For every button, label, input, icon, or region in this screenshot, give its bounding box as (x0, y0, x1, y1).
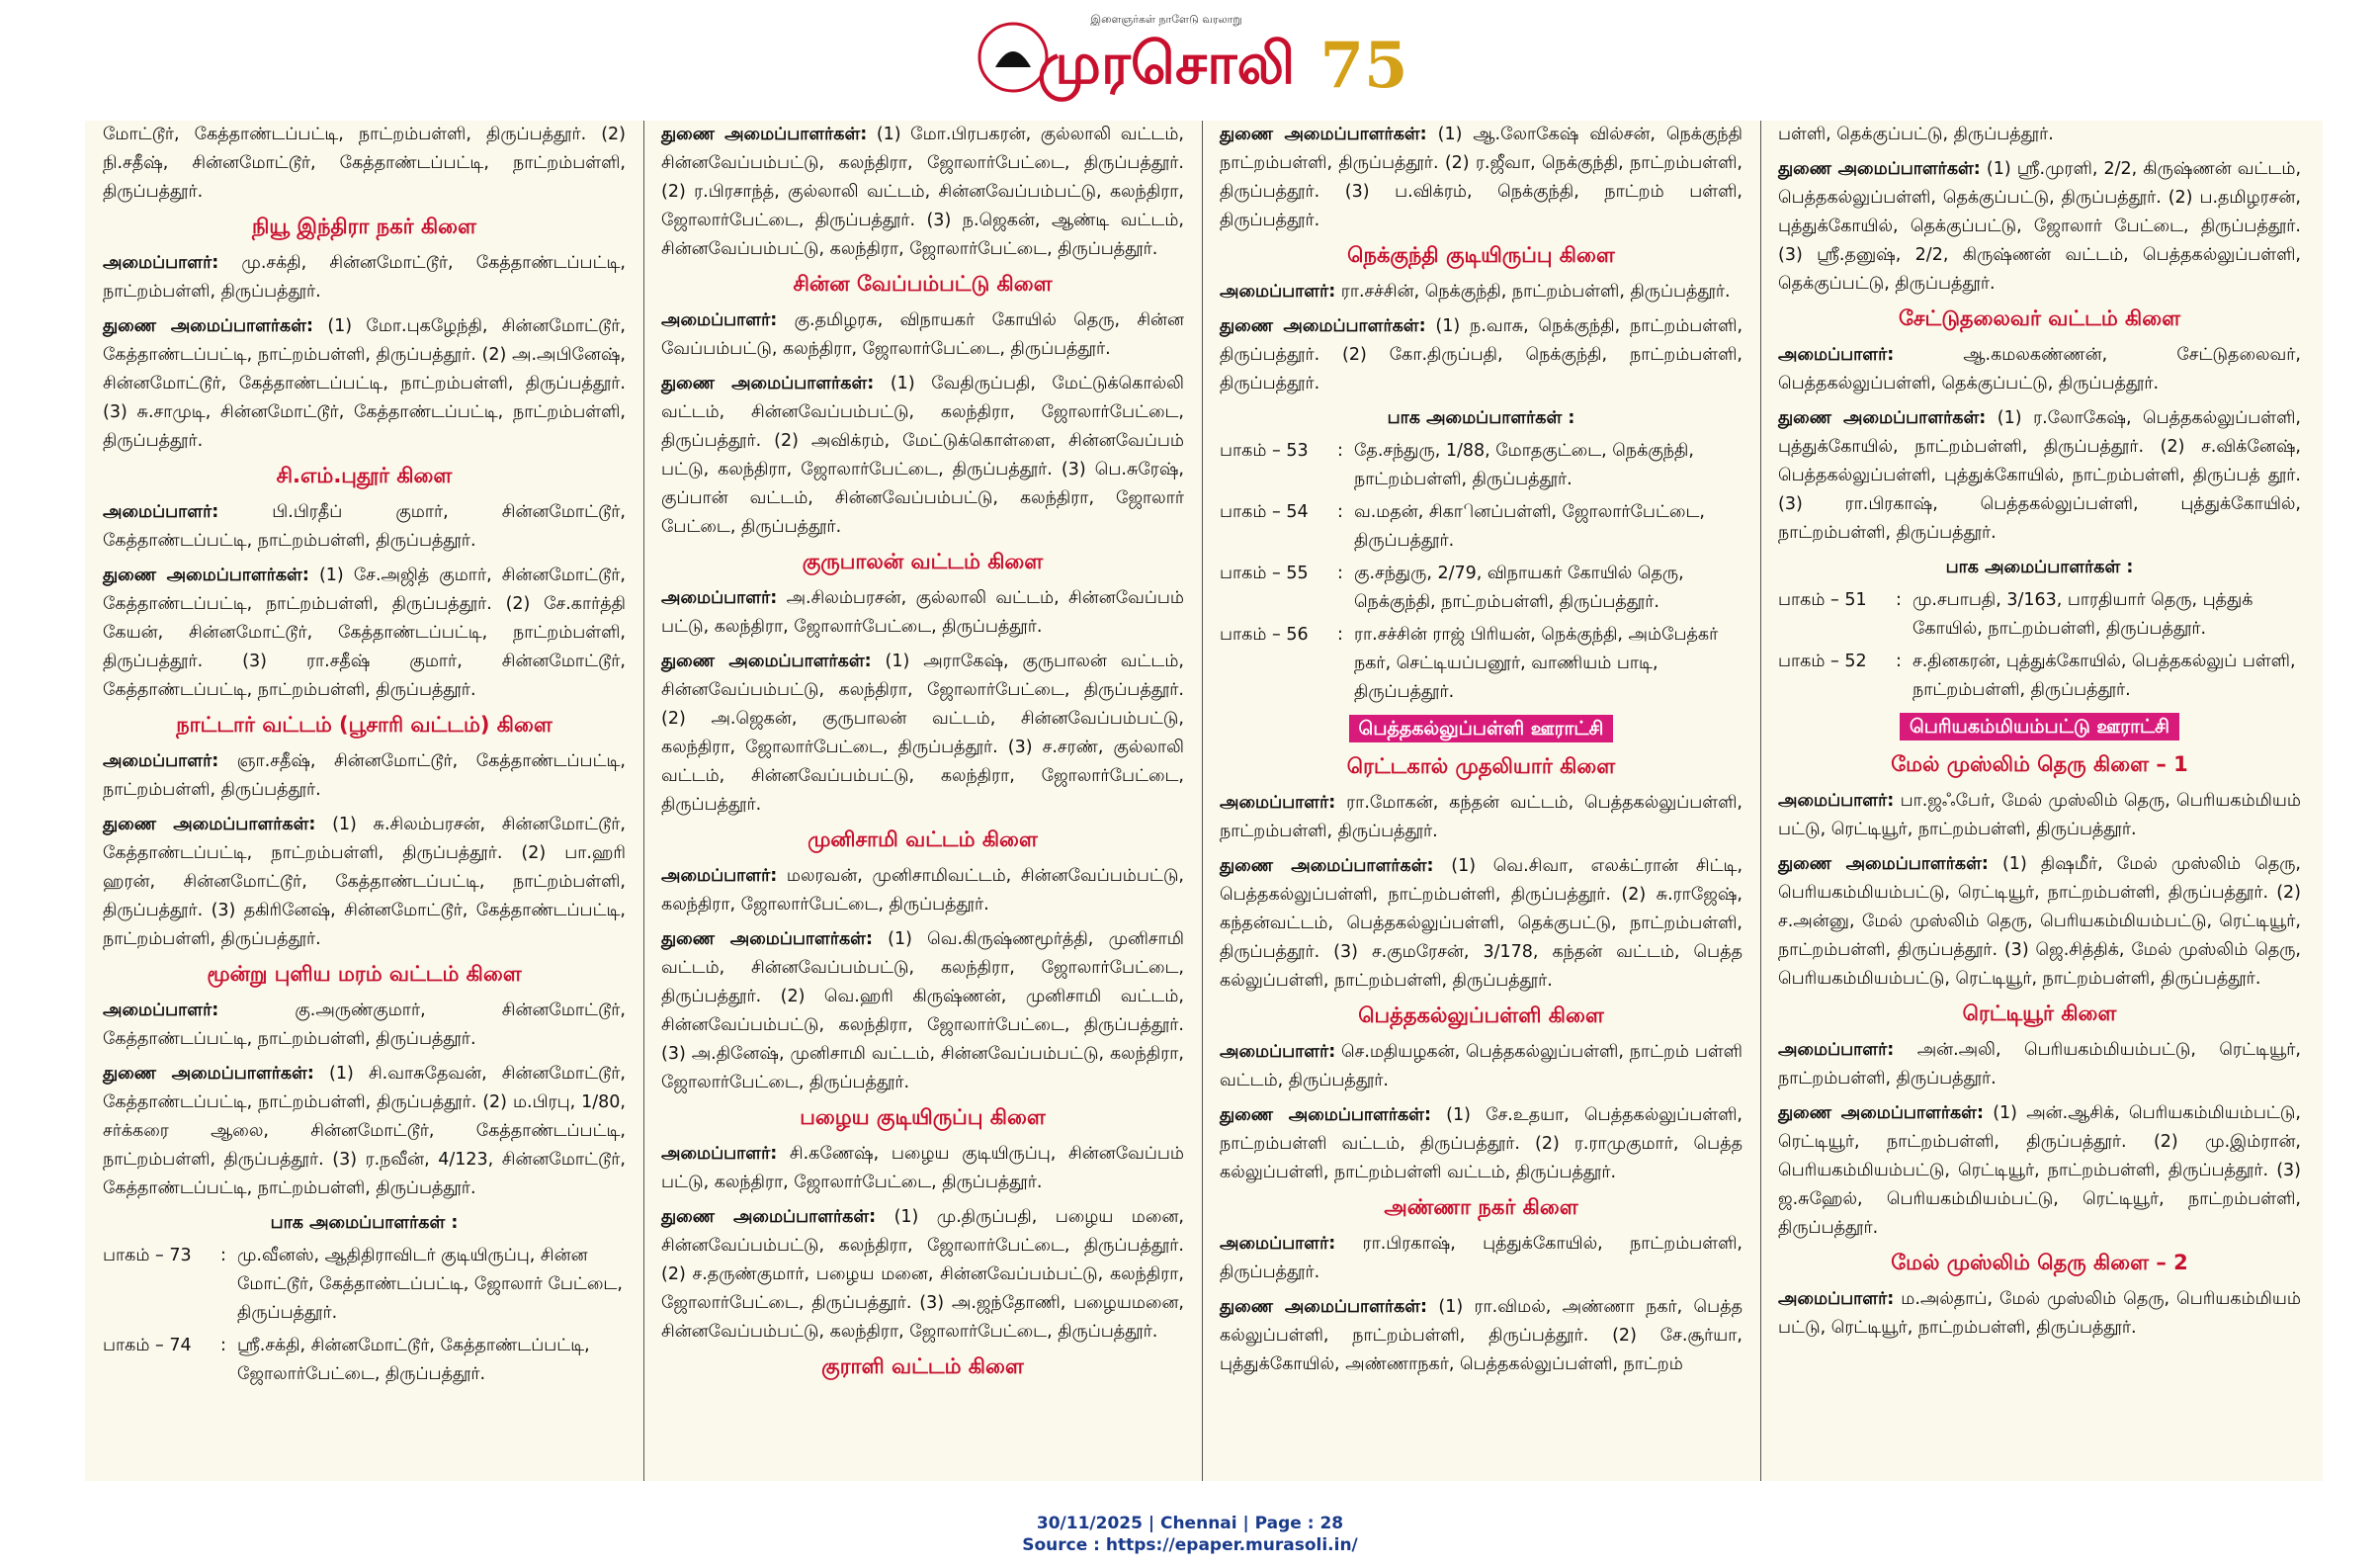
paragraph (661, 862, 1184, 919)
separator: : (1337, 441, 1343, 461)
paragraph-text: ரா.சச்சின், நெக்குந்தி, நாட்றம்பள்ளி, திருப்பத்தூர். (1335, 282, 1731, 302)
separator: : (220, 1336, 226, 1355)
paragraph (1220, 852, 1742, 996)
paragraph (103, 997, 626, 1054)
role-label: அமைப்பாளர்: (1778, 791, 1895, 811)
role-label: அமைப்பாளர்: (103, 502, 219, 522)
branch-heading: மேல் முஸ்லிம் தெரு கிளை – 2 (1891, 1251, 2188, 1274)
paragraph (1778, 1099, 2301, 1243)
booth-row (1220, 560, 1742, 617)
role-label: துணை அமைப்பாளர்கள்: (1778, 159, 1981, 179)
paragraph (1220, 278, 1742, 306)
role-label: அமைப்பாளர்: (1778, 345, 1895, 365)
paragraph-text: (1) மு.திருப்பதி, பழைய மனை, சின்னவேப்பம்பட்டு, கலந்திரா, ஜோலார்பேட்டை, திருப்பத்தூர். (2) ச.தருண்குமார், பழைய மனை, சின்னவேப்பம்பட்டு, கலந்திரா, ஜோலார்பேட்டை, திருப்பத்தூர். (3) அ.ஜந்தோணி, பழையமனை, சின்னவேப்பம்பட்டு, கலந்திரா, ஜோலார்பேட்டை, திருப்பத்தூர். (661, 1207, 1184, 1342)
booth-number: பாகம் – 73 (103, 1246, 192, 1265)
paragraph-text: அன்.அலி, பெரியகம்மியம்பட்டு, ரெட்டியூர், நாட்றம்பள்ளி, திருப்பத்தூர். (1778, 1040, 2301, 1088)
paragraph-text: (1) மோ.பிரபகரன், குல்லாலி வட்டம், சின்னவேப்பம்பட்டு, கலந்திரா, ஜோலார்பேட்டை, திருப்பத்தூர். (2) ர.பிரசாந்த், குல்லாலி வட்டம், சின்னவேப்பம்பட்டு, கலந்திரா, ஜோலார்பேட்டை, திருப்பத்தூர். (3) ந.ஜெகன், ஆண்டி வட்டம், சின்னவேப்பம்பட்டு, கலந்திரா, ஜோலார்பேட்டை, திருப்பத்தூர். (661, 125, 1184, 259)
booth-row (1220, 437, 1742, 494)
paragraph-text: மலரவன், முனிசாமிவட்டம், சின்னவேப்பம்பட்டு, கலந்திரா, ஜோலார்பேட்டை, திருப்பத்தூர். (661, 866, 1184, 914)
paragraph (661, 121, 1184, 264)
booth-number: பாகம் – 74 (103, 1336, 192, 1355)
branch-heading: நெக்குந்தி குடியிருப்பு கிளை (1347, 243, 1615, 267)
branch-heading: அண்ணா நகர் கிளை (1384, 1195, 1578, 1219)
booth-row (1778, 586, 2301, 644)
section-subheading: பாக அமைப்பாளர்கள் : (1945, 558, 2134, 577)
role-label: அமைப்பாளர்: (103, 253, 219, 273)
paragraph (1778, 155, 2301, 299)
paragraph-text: பள்ளி, தெக்குப்பட்டு, திருப்பத்தூர். (1778, 125, 2054, 144)
role-label: அமைப்பாளர்: (661, 588, 778, 608)
paragraph-text: (1) அராகேஷ், குருபாலன் வட்டம், சின்னவேப்பம்பட்டு, கலந்திரா, ஜோலார்பேட்டை, திருப்பத்தூர். (2) அ.ஜெகன், குருபாலன் வட்டம், சின்னவேப்பம்பட்டு, கலந்திரா, ஜோலார்பேட்டை, திருப்பத்தூர். (3) ச.சரண், குல்லாலி வட்டம், சின்னவேப்பம்பட்டு, கலந்திரா, ஜோலார்பேட்டை, திருப்பத்தூர். (661, 652, 1184, 815)
paragraph (1778, 404, 2301, 548)
paragraph-text: ம.அல்தாப், மேல் முஸ்லிம் தெரு, பெரியகம்மியம் பட்டு, ரெட்டியூர், நாட்றம்பள்ளி, திருப்பத்தூர். (1778, 1289, 2301, 1338)
role-label: துணை அமைப்பாளர்கள்: (1220, 1105, 1431, 1125)
booth-number: பாகம் – 56 (1220, 625, 1309, 645)
paragraph-text: பா.ஜஃபேர், மேல் முஸ்லிம் தெரு, பெரியகம்மியம் பட்டு, ரெட்டியூர், நாட்றம்பள்ளி, திருப்பத்தூர். (1778, 791, 2301, 839)
role-label: துணை அமைப்பாளர்கள்: (661, 929, 873, 949)
paragraph-text: (1) ரா.விமல், அண்ணா நகர், பெத்த கல்லுப்பள்ளி, நாட்றம்பள்ளி, திருப்பத்தூர். (2) சே.சூர்யா, புத்துக்கோயில், அண்ணாநகர், பெத்தகல்லுப்பள்ளி, நாட்றம் (1220, 1297, 1742, 1374)
paragraph (103, 249, 626, 306)
branch-heading: ரெட்டகால் முதலியார் கிளை (1346, 754, 1616, 778)
role-label: துணை அமைப்பாளர்கள்: (1220, 316, 1426, 336)
paragraph-text: (1) வெ.சிவா, எலக்ட்ரான் சிட்டி, பெத்தகல்லுப்பள்ளி, நாட்றம்பள்ளி, திருப்பத்தூர். (2) சு.ராஜேஷ், கந்தன்வட்டம், பெத்தகல்லுப்பள்ளி, தெக்குபட்டு, நாட்றம்பள்ளி, திருப்பத்தூர். (3) ச.குமரேசன், 3/178, கந்தன் வட்டம், பெத்த கல்லுப்பள்ளி, நாட்றம்பள்ளி, திருப்பத்தூர். (1220, 856, 1743, 991)
paragraph-text: ஆ.கமலகண்ணன், சேட்டுதலைவர், பெத்தகல்லுப்பள்ளி, தெக்குப்பட்டு, திருப்பத்தூர். (1778, 345, 2301, 393)
paragraph (1220, 121, 1742, 235)
booth-row (1778, 648, 2301, 705)
column-2 (653, 121, 1192, 1481)
role-label: துணை அமைப்பாளர்கள்: (103, 316, 314, 336)
branch-heading: முனிசாமி வட்டம் கிளை (808, 827, 1038, 851)
branch-heading: பழைய குடியிருப்பு கிளை (800, 1105, 1046, 1129)
booth-organizer: ச.தினகரன், புத்துக்கோயில், பெத்தகல்லுப் பள்ளி, நாட்றம்பள்ளி, திருப்பத்தூர். (1912, 652, 2296, 700)
booth-row (103, 1332, 626, 1389)
section-subheading: பாக அமைப்பாளர்கள் : (1387, 408, 1575, 428)
newspaper-page (85, 121, 2323, 1481)
paragraph-text: மோட்டூர், கேத்தாண்டப்பட்டி, நாட்றம்பள்ளி, திருப்பத்தூர். (2) நி.சதீஷ், சின்னமோட்டூர், கேத்தாண்டப்பட்டி, நாட்றம்பள்ளி, திருப்பத்தூர். (103, 125, 626, 202)
role-label: துணை அமைப்பாளர்கள்: (661, 652, 872, 671)
panchayat-banner (1220, 715, 1742, 744)
paragraph (1220, 1038, 1742, 1095)
paragraph-text: மு.சக்தி, சின்னமோட்டூர், கேத்தாண்டப்பட்டி, நாட்றம்பள்ளி, திருப்பத்தூர். (103, 253, 626, 302)
column-1 (95, 121, 634, 1481)
booth-organizer: ஸ்ரீ.சக்தி, சின்னமோட்டூர், கேத்தாண்டப்பட்டி, ஜோலார்பேட்டை, திருப்பத்தூர். (237, 1336, 590, 1384)
paragraph (661, 925, 1184, 1097)
role-label: அமைப்பாளர்: (661, 866, 778, 886)
paragraph-text: அ.சிலம்பரசன், குல்லாலி வட்டம், சின்னவேப்பம் பட்டு, கலந்திரா, ஜோலார்பேட்டை, திருப்பத்தூர். (661, 588, 1184, 637)
role-label: துணை அமைப்பாளர்கள்: (1220, 125, 1427, 144)
separator: : (1337, 564, 1343, 583)
role-label: துணை அமைப்பாளர்கள்: (1778, 1103, 1984, 1123)
branch-heading: சி.எம்.புதூர் கிளை (276, 464, 453, 487)
separator: : (220, 1246, 226, 1265)
paragraph-text: (1) சே.அஜித் குமார், சின்னமோட்டூர், கேத்தாண்டப்பட்டி, நாட்றம்பள்ளி, திருப்பத்தூர். (2) சே.கார்த்தி கேயன், சின்னமோட்டூர், கேத்தாண்டப்பட்டி, நாட்றம்பள்ளி, திருப்பத்தூர். (3) ரா.சதீஷ் குமார், சின்னமோட்டூர், கேத்தாண்டப்பட்டி, நாட்றம்பள்ளி, திருப்பத்தூர். (103, 566, 626, 700)
paragraph (661, 584, 1184, 642)
masthead-title: முரசொலி (1037, 30, 1296, 97)
role-label: அமைப்பாளர்: (1220, 1042, 1336, 1062)
paragraph-text: செ.மதியழகன், பெத்தகல்லுப்பள்ளி, நாட்றம் பள்ளி வட்டம், திருப்பத்தூர். (1220, 1042, 1742, 1090)
paragraph (1220, 312, 1742, 398)
paragraph-text: (1) வேதிருப்பதி, மேட்டுக்கொல்லி வட்டம், சின்னவேப்பம்பட்டு, கலந்திரா, ஜோலார்பேட்டை, திருப்பத்தூர். (2) அவிக்ரம், மேட்டுக்கொள்ளை, சின்னவேப்பம் பட்டு, கலந்திரா, ஜோலார்பேட்டை, திருப்பத்தூர். (3) பெ.சுரேஷ், குப்பான் வட்டம், சின்னவேப்பம்பட்டு, கலந்திரா, ஜோலார் பேட்டை, திருப்பத்தூர். (661, 374, 1184, 537)
booth-row (1220, 498, 1742, 556)
murasoli-logo (974, 6, 1418, 115)
branch-heading: நாட்டார் வட்டம் (பூசாரி வட்டம்) கிளை (176, 713, 552, 737)
footer-date-page: 30/11/2025 | Chennai | Page : 28 (1036, 1514, 1344, 1533)
booth-number: பாகம் – 52 (1778, 652, 1867, 671)
role-label: அமைப்பாளர்: (1778, 1040, 1895, 1060)
paragraph-text: (1) சே.உதயா, பெத்தகல்லுப்பள்ளி, நாட்றம்பள்ளி வட்டம், திருப்பத்தூர். (2) ர.ராமுகுமார், பெத்த கல்லுப்பள்ளி, நாட்றம்பள்ளி வட்டம், திருப்பத்தூர். (1220, 1105, 1742, 1182)
separator: : (1896, 590, 1902, 610)
paragraph (103, 1060, 626, 1203)
paragraph (1220, 1230, 1742, 1287)
paragraph (103, 811, 626, 954)
role-label: துணை அமைப்பாளர்கள்: (103, 815, 316, 834)
separator: : (1337, 625, 1343, 645)
section-subheading: பாக அமைப்பாளர்கள் : (270, 1213, 459, 1233)
role-label: துணை அமைப்பாளர்கள்: (103, 1064, 314, 1084)
paragraph-text: சி.கணேஷ், பழைய குடியிருப்பு, சின்னவேப்பம் பட்டு, கலந்திரா, ஜோலார்பேட்டை, திருப்பத்தூர். (661, 1144, 1184, 1192)
role-label: அமைப்பாளர்: (1778, 1289, 1895, 1309)
role-label: அமைப்பாளர்: (1220, 1234, 1336, 1254)
panchayat-banner (1778, 713, 2301, 742)
paragraph (1778, 787, 2301, 844)
paragraph-text: (1) வெ.கிருஷ்ணமூர்த்தி, முனிசாமி வட்டம், சின்னவேப்பம்பட்டு, கலந்திரா, ஜோலார்பேட்டை, திருப்பத்தூர். (2) வெ.ஹரி கிருஷ்ணன், முனிசாமி வட்டம், சின்னவேப்பம்பட்டு, கலந்திரா, ஜோலார்பேட்டை, திருப்பத்தூர். (3) அ.தினேஷ், முனிசாமி வட்டம், சின்னவேப்பம்பட்டு, கலந்திரா, ஜோலார்பேட்டை, திருப்பத்தூர். (661, 929, 1184, 1092)
paragraph (661, 1203, 1184, 1347)
paragraph (1778, 1036, 2301, 1093)
separator: : (1337, 502, 1343, 522)
paragraph-text: ரா.மோகன், கந்தன் வட்டம், பெத்தகல்லுப்பள்ளி, நாட்றம்பள்ளி, திருப்பத்தூர். (1220, 793, 1742, 841)
booth-number: பாகம் – 54 (1220, 502, 1309, 522)
paragraph-text: (1) சு.சிலம்பரசன், சின்னமோட்டூர், கேத்தாண்டப்பட்டி, நாட்றம்பள்ளி, திருப்பத்தூர். (2) பா.ஹரி ஹரன், சின்னமோட்டூர், கேத்தாண்டப்பட்டி, நாட்றம்பள்ளி, திருப்பத்தூர். (3) தகிரினேஷ், சின்னமோட்டூர், கேத்தாண்டப்பட்டி, நாட்றம்பள்ளி, திருப்பத்தூர். (103, 815, 626, 949)
branch-heading: குருபாலன் வட்டம் கிளை (802, 550, 1044, 573)
anniversary-number: 75 (1319, 29, 1408, 103)
banner-text: பெத்தகல்லுப்பள்ளி ஊராட்சி (1349, 715, 1614, 742)
booth-organizer: தே.சந்துரு, 1/88, மோதகுட்டை, நெக்குந்தி, நாட்றம்பள்ளி, திருப்பத்தூர். (1354, 441, 1694, 489)
column-3 (1212, 121, 1750, 1481)
branch-heading: நியூ இந்திரா நகர் கிளை (252, 215, 476, 238)
paragraph (661, 648, 1184, 820)
booth-row (1220, 621, 1742, 707)
paragraph (1220, 1101, 1742, 1187)
role-label: துணை அமைப்பாளர்கள்: (661, 374, 875, 393)
paragraph (1778, 341, 2301, 398)
paragraph (1778, 1285, 2301, 1343)
column-divider (1202, 121, 1203, 1481)
branch-heading: மேல் முஸ்லிம் தெரு கிளை – 1 (1891, 752, 2188, 776)
column-4 (1770, 121, 2309, 1481)
role-label: அமைப்பாளர்: (661, 1144, 778, 1164)
booth-organizer: மு.வீனஸ், ஆதிதிராவிடர் குடியிருப்பு, சின்ன மோட்டூர், கேத்தாண்டப்பட்டி, ஜோலார் பேட்டை, திருப்பத்தூர். (237, 1246, 623, 1323)
paragraph-text: ஞா.சதீஷ், சின்னமோட்டூர், கேத்தாண்டப்பட்டி, நாட்றம்பள்ளி, திருப்பத்தூர். (103, 751, 626, 800)
branch-heading: சின்ன வேப்பம்பட்டு கிளை (793, 272, 1053, 296)
banner-text: பெரியகம்மியம்பட்டு ஊராட்சி (1900, 713, 2179, 740)
footer-source: Source : https://epaper.murasoli.in/ (1022, 1535, 1358, 1555)
paragraph-text: (1) ஸ்ரீ.முரளி, 2/2, கிருஷ்ணன் வட்டம், பெத்தகல்லுப்பள்ளி, தெக்குப்பட்டு, திருப்பத்தூர். (2) ப.தமிழரசன், புத்துக்கோயில், தெக்குப்பட்டு, ஜோலார் பேட்டை, திருப்பத்தூர். (3) ஸ்ரீ.தனுஷ், 2/2, கிருஷ்ணன் வட்டம், பெத்தகல்லுப்பள்ளி, தெக்குப்பட்டு, திருப்பத்தூர். (1778, 159, 2302, 294)
paragraph (1220, 789, 1742, 846)
paragraph-text: (1) அன்.ஆசிக், பெரியகம்மியம்பட்டு, ரெட்டியூர், நாட்றம்பள்ளி, திருப்பத்தூர். (2) மு.இம்ரான், பெரியகம்மியம்பட்டு, ரெட்டியூர், நாட்றம்பள்ளி, திருப்பத்தூர். (3) ஜ.சுஹேல், பெரியகம்மியம்பட்டு, ரெட்டியூர், நாட்றம்பள்ளி, திருப்பத்தூர். (1778, 1103, 2301, 1238)
booth-organizer: ரா.சச்சின் ராஜ் பிரியன், நெக்குந்தி, அம்பேத்கர் நகர், செட்டியப்பனூர், வாணியம் பாடி, திருப்பத்தூர். (1354, 625, 1719, 702)
role-label: துணை அமைப்பாளர்கள்: (661, 125, 868, 144)
role-label: துணை அமைப்பாளர்கள்: (1778, 408, 1987, 428)
page-footer (0, 1513, 2380, 1556)
booth-organizer: கு.சந்துரு, 2/79, விநாயகர் கோயில் தெரு, நெக்குந்தி, நாட்றம்பள்ளி, திருப்பத்தூர். (1354, 564, 1684, 612)
role-label: துணை அமைப்பாளர்கள்: (1778, 854, 1989, 874)
paragraph (1778, 121, 2301, 149)
branch-heading: மூன்று புளிய மரம் வட்டம் கிளை (207, 962, 522, 986)
role-label: அமைப்பாளர்: (1220, 793, 1336, 813)
paragraph (1220, 1293, 1742, 1379)
paragraph-text: (1) சி.வாசுதேவன், சின்னமோட்டூர், கேத்தாண்டப்பட்டி, நாட்றம்பள்ளி, திருப்பத்தூர். (2) ம.பிரபு, 1/80, சர்க்கரை ஆலை, சின்னமோட்டூர், கேத்தாண்டப்பட்டி, நாட்றம்பள்ளி, திருப்பத்தூர். (3) ர.நவீன், 4/123, சின்னமோட்டூர், கேத்தாண்டப்பட்டி, நாட்றம்பள்ளி, திருப்பத்தூர். (103, 1064, 626, 1198)
booth-number: பாகம் – 53 (1220, 441, 1309, 461)
branch-heading: பெத்தகல்லுப்பள்ளி கிளை (1358, 1003, 1604, 1027)
role-label: துணை அமைப்பாளர்கள்: (103, 566, 309, 585)
paragraph (103, 312, 626, 456)
booth-organizer: மு.சபாபதி, 3/163, பாரதியார் தெரு, புத்துக் கோயில், நாட்றம்பள்ளி, திருப்பத்தூர். (1912, 590, 2253, 639)
paragraph (1778, 850, 2301, 994)
booth-number: பாகம் – 55 (1220, 564, 1309, 583)
paragraph (103, 498, 626, 556)
role-label: அமைப்பாளர்: (103, 751, 219, 771)
role-label: துணை அமைப்பாளர்கள்: (1220, 856, 1434, 876)
role-label: அமைப்பாளர்: (103, 1001, 219, 1020)
paragraph (661, 1140, 1184, 1197)
booth-organizer: வ.மதன், சிகாினப்பள்ளி, ஜோலார்பேட்டை, திருப்பத்தூர். (1354, 502, 1705, 551)
booth-row (103, 1242, 626, 1328)
booth-number: பாகம் – 51 (1778, 590, 1867, 610)
role-label: துணை அமைப்பாளர்கள்: (661, 1207, 877, 1227)
separator: : (1896, 652, 1902, 671)
paragraph (661, 306, 1184, 364)
masthead-tagline: இளைஞர்கள் நாளேடு வரலாறு (1090, 13, 1242, 26)
masthead (0, 0, 2380, 121)
branch-heading: ரெட்டியூர் கிளை (1962, 1001, 2117, 1025)
role-label: அமைப்பாளர்: (661, 310, 778, 330)
branch-heading: குராளி வட்டம் கிளை (821, 1354, 1024, 1378)
column-divider (1760, 121, 1761, 1481)
role-label: துணை அமைப்பாளர்கள்: (1220, 1297, 1428, 1317)
paragraph-text: கு.தமிழரசு, விநாயகர் கோயில் தெரு, சின்ன வேப்பம்பட்டு, கலந்திரா, ஜோலார்பேட்டை, திருப்பத்தூர். (661, 310, 1184, 359)
paragraph-text: (1) ஆ.லோகேஷ் வில்சன், நெக்குந்தி நாட்றம்பள்ளி, திருப்பத்தூர். (2) ர.ஜீவா, நெக்குந்தி, நாட்றம்பள்ளி, திருப்பத்தூர். (3) ப.விக்ரம், நெக்குந்தி, நாட்றம் பள்ளி, திருப்பத்தூர். (1220, 125, 1742, 230)
paragraph (661, 370, 1184, 542)
paragraph-text: (1) ந.வாசு, நெக்குந்தி, நாட்றம்பள்ளி, திருப்பத்தூர். (2) கோ.திருப்பதி, நெக்குந்தி, நாட்றம்பள்ளி, திருப்பத்தூர். (1220, 316, 1743, 393)
paragraph-text: (1) மோ.புகழேந்தி, சின்னமோட்டூர், கேத்தாண்டப்பட்டி, நாட்றம்பள்ளி, திருப்பத்தூர். (2) அ.அபினேஷ், சின்னமோட்டூர், கேத்தாண்டப்பட்டி, நாட்றம்பள்ளி, திருப்பத்தூர். (3) சு.சாமுடி, சின்னமோட்டூர், கேத்தாண்டப்பட்டி, நாட்றம்பள்ளி, திருப்பத்தூர். (103, 316, 626, 451)
paragraph-text: கு.அருண்குமார், சின்னமோட்டூர், கேத்தாண்டப்பட்டி, நாட்றம்பள்ளி, திருப்பத்தூர். (103, 1001, 626, 1049)
paragraph (103, 747, 626, 805)
paragraph-text: பி.பிரதீப் குமார், சின்னமோட்டூர், கேத்தாண்டப்பட்டி, நாட்றம்பள்ளி, திருப்பத்தூர். (103, 502, 626, 551)
role-label: அமைப்பாளர்: (1220, 282, 1336, 302)
paragraph (103, 562, 626, 705)
paragraph-text: (1) ர.லோகேஷ், பெத்தகல்லுப்பள்ளி, புத்துக்கோயில், நாட்றம்பள்ளி, திருப்பத்தூர். (2) ச.விக்னேஷ், பெத்தகல்லுப்பள்ளி, புத்துக்கோயில், நாட்றம்பள்ளி, திருப்பத் தூர். (3) ரா.பிரகாஷ், பெத்தகல்லுப்பள்ளி, புத்துக்கோயில், நாட்றம்பள்ளி, திருப்பத்தூர். (1778, 408, 2301, 543)
column-divider (643, 121, 644, 1481)
paragraph (103, 121, 626, 207)
paragraph-text: ரா.பிரகாஷ், புத்துக்கோயில், நாட்றம்பள்ளி, திருப்பத்தூர். (1220, 1234, 1742, 1282)
paragraph-text: (1) திஷமீர், மேல் முஸ்லிம் தெரு, பெரியகம்மியம்பட்டு, ரெட்டியூர், நாட்றம்பள்ளி, திருப்பத்தூர். (2) ச.அன்னு, மேல் முஸ்லிம் தெரு, பெரியகம்மியம்பட்டு, ரெட்டியூர், நாட்றம்பள்ளி, திருப்பத்தூர். (3) ஜெ.சித்திக், மேல் முஸ்லிம் தெரு, பெரியகம்மியம்பட்டு, ரெட்டியூர், நாட்றம்பள்ளி, திருப்பத்தூர். (1778, 854, 2301, 989)
branch-heading: சேட்டுதலைவர் வட்டம் கிளை (1898, 306, 2181, 330)
